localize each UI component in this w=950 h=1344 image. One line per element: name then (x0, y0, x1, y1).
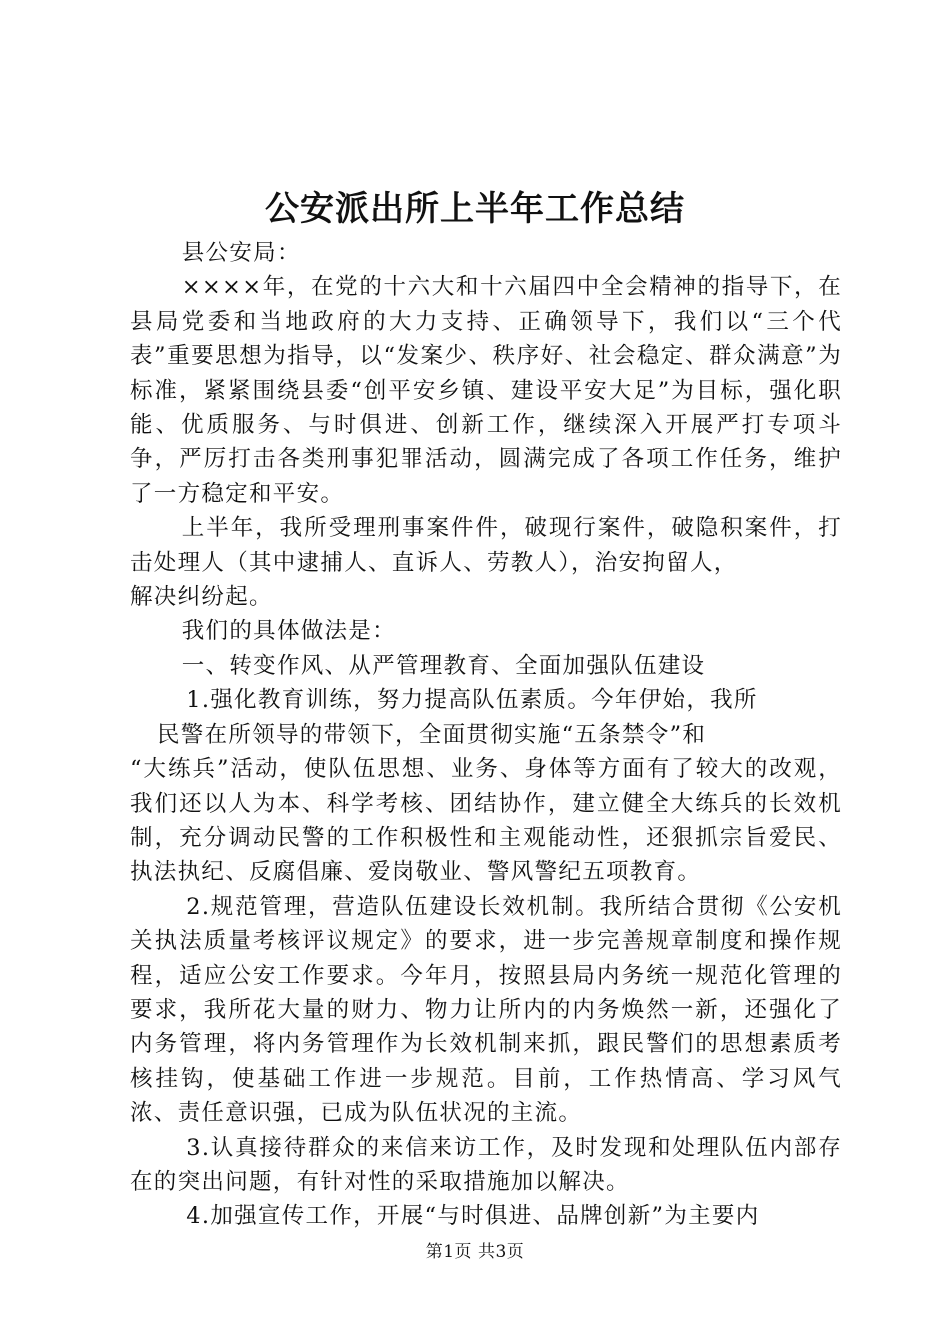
item-1-second-line: 民警在所领导的带领下，全面贯彻实施“五条禁令”和 (157, 721, 707, 748)
item-2-paragraph: 2.规范管理，营造队伍建设长效机制。我所结合贯彻《公安机关执法质量考核评议规定》的要求，进一步完善规章制度和操作规程，适应公安工作要求。今年月，按照县局内务统一规范化管理的要求，我所花大量的财力、物力让所内的内务焕然一新，还强化了内务管理，将内务管理作为长效机制来抓，跟民警们的思想素质考核挂钩，使基础工作进一步规范。目前，工作热情高、学习风气浓、责任意识强，已成为队伍状况的主流。 (130, 893, 842, 1127)
item-1-first-line: 1.强化教育训练，努力提高队伍素质。今年伊始，我所 (186, 687, 758, 714)
document-body (130, 236, 842, 1234)
item-1-body: “大练兵”活动，使队伍思想、业务、身体等方面有了较大的改观，我们还以人为本、科学考核、团结协作，建立健全大练兵的长效机制，充分调动民警的工作积极性和主观能动性，还狠抓宗旨爱民、执法执纪、反腐倡廉、爱岗敬业、警风警纪五项教育。 (130, 756, 842, 886)
salutation: 县公安局： (181, 240, 301, 266)
intro-paragraph: ××××年，在党的十六大和十六届四中全会精神的指导下，在县局党委和当地政府的大力支持、正确领导下，我们以“三个代表”重要思想为指导，以“发案少、秩序好、社会稳定、群众满意”为标准，紧紧围绕县委“创平安乡镇、建设平安大足”为目标，强化职能、优质服务、与时俱进、创新工作，继续深入开展严打专项斗争，严厉打击各类刑事犯罪活动，圆满完成了各项工作任务，维护了一方稳定和平安。 (130, 274, 842, 507)
section-heading-1: 一、转变作风、从严管理教育、全面加强队伍建设 (181, 652, 706, 679)
statistics-paragraph-cont: 解决纠纷起。 (130, 584, 273, 611)
document-title: 公安派出所上半年工作总结 (265, 189, 685, 229)
methods-intro: 我们的具体做法是： (181, 618, 396, 645)
statistics-paragraph: 上半年，我所受理刑事案件件，破现行案件，破隐积案件，打击处理人（其中逮捕人、直诉人、劳教人），治安拘留人， (130, 515, 842, 576)
item-4-paragraph: 4.加强宣传工作，开展“与时俱进、品牌创新”为主要内 (186, 1203, 760, 1230)
item-3-paragraph: 3.认真接待群众的来信来访工作，及时发现和处理队伍内部存在的突出问题，有针对性的采取措施加以解决。 (130, 1134, 842, 1195)
page-number: 第1页 共3页 (425, 1242, 525, 1262)
